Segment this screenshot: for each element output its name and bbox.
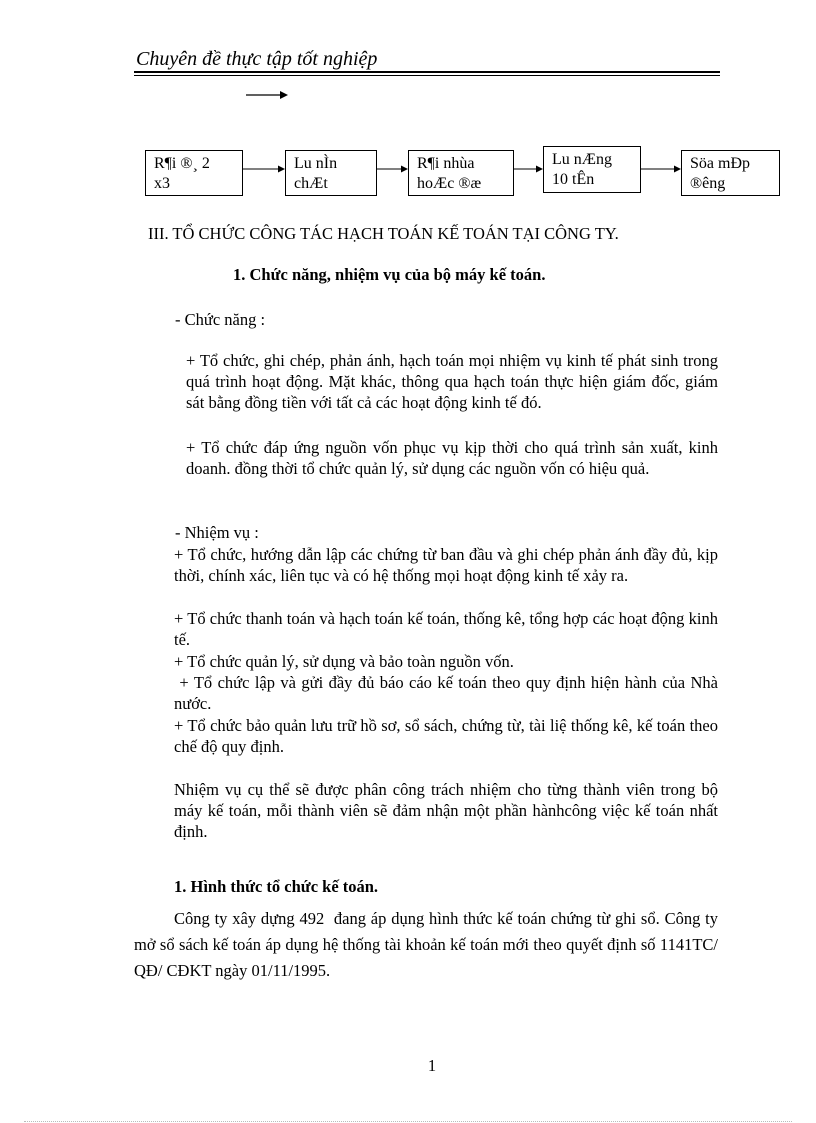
flow-box-4-line1: Lu nÆng xyxy=(552,151,612,168)
flow-arrow-3 xyxy=(514,163,543,175)
header-rule-thin xyxy=(134,75,720,76)
chuc-nang-item-2: + Tổ chức đáp ứng nguồn vốn phục vụ kịp thời cho quá trình sản xuất, kinh doanh. đồng thời tổ chức quản lý, sử dụng các nguồn vốn có hiệu quả. xyxy=(186,438,718,478)
header-rule xyxy=(134,71,720,73)
flow-box-3-line1: R¶i nhùa xyxy=(417,155,475,172)
summary-paragraph: Nhiệm vụ cụ thể sẽ được phân công trách nhiệm cho từng thành viên trong bộ máy kế toán, mỗi thành viên sẽ đảm nhận một phần hànhcông việc kế toán nhất định. xyxy=(174,780,718,841)
nhiem-vu-item-1: + Tổ chức, hướng dẫn lập các chứng từ ban đầu và ghi chép phản ánh đầy đủ, kịp thời, chính xác, liên tục và có hệ thống mọi hoạt động kinh tế xảy ra. xyxy=(174,545,718,585)
nhiem-vu-item-3: + Tổ chức quản lý, sử dụng và bảo toàn nguồn vốn. xyxy=(174,652,514,671)
flow-box-5-line1: Söa mÐp xyxy=(690,155,750,172)
flow-box-5-line2: ®êng xyxy=(690,175,726,192)
flow-box-3-line2: hoÆc ®æ xyxy=(417,175,482,192)
stray-arrow xyxy=(246,88,288,102)
chuc-nang-label: - Chức năng : xyxy=(175,310,266,329)
nhiem-vu-item-5: + Tổ chức bảo quản lưu trữ hồ sơ, sổ sách, chứng từ, tài liệ thống kê, kế toán theo chế độ quy định. xyxy=(174,716,718,756)
flow-box-4-line2: 10 tÊn xyxy=(552,171,595,188)
flow-box-1-line1: R¶i ®¸ 2 xyxy=(154,155,210,172)
flow-box-1-line2: x3 xyxy=(154,175,170,192)
nhiem-vu-item-2: + Tổ chức thanh toán và hạch toán kế toán, thống kê, tổng hợp các hoạt động kinh tế. xyxy=(174,609,718,649)
flow-box-5 xyxy=(681,150,780,196)
form-heading: 1. Hình thức tổ chức kế toán. xyxy=(174,877,379,896)
flow-box-3 xyxy=(408,150,514,196)
flow-box-2 xyxy=(285,150,377,196)
flow-box-1 xyxy=(145,150,243,196)
flow-arrow-1 xyxy=(243,163,285,175)
page-number: 1 xyxy=(427,1056,437,1075)
flow-arrow-2 xyxy=(377,163,408,175)
flow-box-2-line2: chÆt xyxy=(294,175,328,192)
document-header-title: Chuyên đề thực tập tốt nghiệp xyxy=(136,48,378,70)
subsection-heading: 1. Chức năng, nhiệm vụ của bộ máy kế toán. xyxy=(233,265,546,284)
section-heading: III. TỔ CHỨC CÔNG TÁC HẠCH TOÁN KẾ TOÁN TẠI CÔNG TY. xyxy=(148,224,619,243)
flow-box-4 xyxy=(543,146,641,193)
flow-box-2-line1: Lu nÌn xyxy=(294,155,338,172)
page-bottom-rule xyxy=(24,1121,792,1122)
flow-arrow-4 xyxy=(641,163,681,175)
nhiem-vu-label: - Nhiệm vụ : xyxy=(175,523,259,542)
nhiem-vu-item-4: + Tổ chức lập và gửi đầy đủ báo cáo kế toán theo quy định hiện hành của Nhà nước. xyxy=(174,673,723,713)
form-paragraph: Công ty xây dựng 492 đang áp dụng hình thức kế toán chứng từ ghi sổ. Công ty mở sổ sách kế toán áp dụng hệ thống tài khoản kế toán mới theo quyết định số 1141TC/ QĐ/ CĐKT ngày 01/11/1995. xyxy=(134,909,723,980)
chuc-nang-item-1: + Tổ chức, ghi chép, phản ánh, hạch toán mọi nhiệm vụ kinh tế phát sinh trong quá trình hoạt động. Mặt khác, thông qua hạch toán thực hiện giám đốc, giám sát bằng đồng tiền với tất cả các hoạt động kinh tế đó. xyxy=(186,351,718,412)
